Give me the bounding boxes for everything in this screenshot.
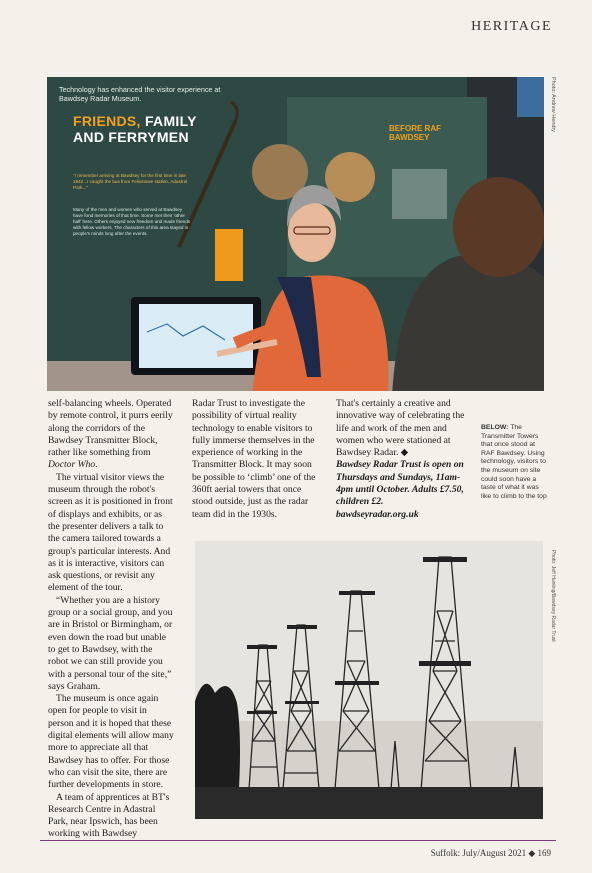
side-caption-lead: BELOW: <box>481 424 509 431</box>
visitor-info: Bawdsey Radar Trust is open on Thursdays and Sundays, 11am-4pm until October. Adults £7.50, children £2. bawdseyradar.org.uk <box>336 459 464 520</box>
col1-p1-text: self-balancing wheels. Operated by remote control, it purrs eerily along the corridors of the Bawdsey Transmitter Block, rather like something from <box>48 398 173 459</box>
col1-p1-italic: Doctor Who <box>48 459 96 471</box>
exhibit-title-accent: FRIENDS, <box>73 113 141 129</box>
exhibit-title <box>73 113 223 145</box>
section-label: HERITAGE <box>471 19 552 34</box>
col3-paragraph-1 <box>336 398 466 459</box>
exhibit-title-rest: FAMILY AND FERRYMEN <box>73 113 197 145</box>
page-footer: Suffolk: July/August 2021 ◆ 169 <box>430 848 551 858</box>
col1-p1-end: . <box>95 459 98 471</box>
side-caption-text: The Transmitter Towers that once stood at RAF Bawdsey. Using technology, visitors to the museum on site could soon have a taste of what it was like to climb to the top <box>481 424 547 500</box>
article-column-1 <box>48 398 174 841</box>
exhibit-body-text: Many of the men and women who served at Bawdsey have fond memories of that time. Some met their 'other half' here. Others enjoyed new freedom and made friends with fellow workers. The characters of this area stayed in people's minds long after the events. <box>73 207 191 236</box>
article-column-3 <box>336 398 466 521</box>
col1-paragraph-3: “Whether you are a history group or a social group, and you are in Bristol or Birmingham, or even down the road but unable to get to Bawdsey, with the robot we can still provide you with a personal tour of the site,” says Graham. <box>48 594 173 692</box>
top-photo-caption: Technology has enhanced the visitor experience at Bawdsey Radar Museum. <box>59 85 221 103</box>
col1-paragraph-5: A team of apprentices at BT's Research Centre in Adastral Park, near Ipswich, has been working with Bawdsey <box>48 791 170 840</box>
col1-paragraph-1 <box>48 398 174 472</box>
side-caption <box>481 424 549 501</box>
exhibit-quote: "I remember arriving at Bawdsey for the first time in late 1942...I caught the bus from Felixstowe station, Adastral Park..." <box>73 173 188 190</box>
bottom-photo-credit: Photo: Jeff Hunting/Bawdsey Radar Trust <box>550 550 556 642</box>
col1-paragraph-2: The virtual visitor views the museum through the robot's screen as it is positioned in front of displays and exhibits, or as the presenter delivers a talk to the camera tailored towards a group's particular interests. And as it is interactive, visitors can ask questions, or revisit any element of the tour. <box>48 471 173 594</box>
bottom-photo-transmitter-towers <box>195 541 543 819</box>
top-photo-museum-exhibit <box>47 77 544 391</box>
end-mark-icon: ◆ <box>398 447 409 459</box>
col2-paragraph-1: Radar Trust to investigate the possibility of virtual reality technology to enable visitors to fully immerse themselves in the experience of working in the Transmitter Block. It may soon be possible to ‘climb’ one of the 360ft aerial towers that once stood outside, just as the radar team did in the 1930s. <box>192 398 316 520</box>
col1-paragraph-4: The museum is once again open for people to visit in person and it is hoped that these digital elements will allow many more to appreciate all that Bawdsey has to offer. For those who can visit the site, there are further developments in store. <box>48 693 174 791</box>
towers-illustration <box>195 541 543 819</box>
footer-rule <box>40 840 556 841</box>
exhibit-right-title: BEFORE RAF BAWDSEY <box>389 124 441 142</box>
article-column-2 <box>192 398 323 521</box>
col3-p1-text: That's certainly a creative and innovative way of celebrating the life and work of the men and women who were stationed at Bawdsey Radar. <box>336 398 465 459</box>
top-photo-credit: Photo: Andrew Hendry <box>550 77 556 133</box>
